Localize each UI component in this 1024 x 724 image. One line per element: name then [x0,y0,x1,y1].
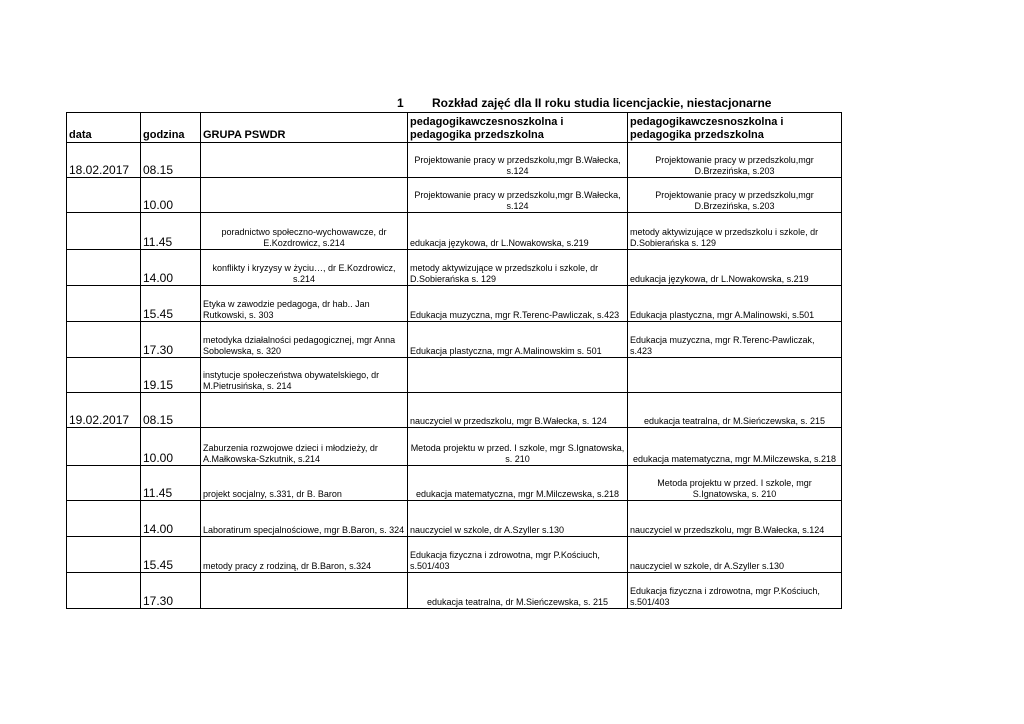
col-b-cell: Metoda projektu w przed. I szkole, mgr S.Ignatowska, s. 210 [628,466,842,501]
col-a-cell: Metoda projektu w przed. I szkole, mgr S.Ignatowska, s. 210 [408,428,628,466]
header-col-a-line2: pedagogika przedszkolna [410,129,544,141]
col-b-cell: edukacja matematyczna, mgr M.Milczewska, s.218 [628,428,842,466]
time-cell: 17.30 [141,573,201,609]
col-b-cell: edukacja teatralna, dr M.Sieńczewska, s. 215 [628,393,842,428]
table-row [67,250,842,286]
col-b-cell: nauczyciel w przedszkolu, mgr B.Wałecka, s.124 [628,501,842,537]
col-a-cell: edukacja teatralna, dr M.Sieńczewska, s. 215 [408,573,628,609]
table-row [67,358,842,393]
table-row [67,466,842,501]
date-cell [67,286,141,322]
group-cell: metodyka działalności pedagogicznej, mgr Anna Sobolewska, s. 320 [201,322,408,358]
col-b-cell: Edukacja fizyczna i zdrowotna, mgr P.Kościuch, s.501/403 [628,573,842,609]
table-row [67,322,842,358]
time-cell: 15.45 [141,286,201,322]
table-row [67,573,842,609]
date-cell [67,501,141,537]
time-cell: 14.00 [141,501,201,537]
col-b-cell: edukacja językowa, dr L.Nowakowska, s.219 [628,250,842,286]
header-row [67,113,842,143]
group-cell [201,573,408,609]
col-a-cell: nauczyciel w przedszkolu, mgr B.Wałecka, s. 124 [408,393,628,428]
date-cell [67,250,141,286]
page-number: 1 [397,96,404,110]
date-cell [67,428,141,466]
time-cell: 17.30 [141,322,201,358]
col-b-cell: Projektowanie pracy w przedszkolu,mgr D.Brzezińska, s.203 [628,178,842,213]
col-a-cell: metody aktywizujące w przedszkolu i szkole, dr D.Sobierańska s. 129 [408,250,628,286]
date-cell: 19.02.2017 [67,393,141,428]
group-cell: metody pracy z rodziną, dr B.Baron, s.324 [201,537,408,573]
table-row [67,393,842,428]
col-b-cell: Edukacja muzyczna, mgr R.Terenc-Pawliczak, s.423 [628,322,842,358]
group-cell: projekt socjalny, s.331, dr B. Baron [201,466,408,501]
date-cell: 18.02.2017 [67,143,141,178]
col-b-cell: Edukacja plastyczna, mgr A.Malinowski, s.501 [628,286,842,322]
group-cell: Laboratirum specjalnościowe, mgr B.Baron, s. 324 [201,501,408,537]
header-col-a-line1: pedagogikawczesnoszkolna i [410,116,564,128]
header-col-b-line1: pedagogikawczesnoszkolna i [630,116,784,128]
header-group: GRUPA PSWDR [201,113,408,143]
table-row [67,213,842,250]
date-cell [67,573,141,609]
col-a-cell: nauczyciel w szkole, dr A.Szyller s.130 [408,501,628,537]
col-b-cell: nauczyciel w szkole, dr A.Szyller s.130 [628,537,842,573]
group-cell: konflikty i kryzysy w życiu…, dr E.Kozdrowicz, s.214 [201,250,408,286]
table-row [67,143,842,178]
group-cell: instytucje społeczeństwa obywatelskiego, dr M.Pietrusińska, s. 214 [201,358,408,393]
time-cell: 10.00 [141,428,201,466]
col-a-cell: edukacja matematyczna, mgr M.Milczewska, s.218 [408,466,628,501]
col-b-cell [628,358,842,393]
date-cell [67,537,141,573]
group-cell: Zaburzenia rozwojowe dzieci i młodzieży, dr A.Małkowska-Szkutnik, s.214 [201,428,408,466]
date-cell [67,178,141,213]
time-cell: 08.15 [141,393,201,428]
time-cell: 14.00 [141,250,201,286]
group-cell: poradnictwo społeczno-wychowawcze, dr E.Kozdrowicz, s.214 [201,213,408,250]
date-cell [67,322,141,358]
col-a-cell [408,358,628,393]
time-cell: 11.45 [141,466,201,501]
col-a-cell: Edukacja fizyczna i zdrowotna, mgr P.Kościuch, s.501/403 [408,537,628,573]
header-col-b-line2: pedagogika przedszkolna [630,129,764,141]
schedule-table [66,112,842,609]
table-row [67,178,842,213]
date-cell [67,213,141,250]
group-cell: Etyka w zawodzie pedagoga, dr hab.. Jan Rutkowski, s. 303 [201,286,408,322]
group-cell [201,393,408,428]
col-b-cell: Projektowanie pracy w przedszkolu,mgr D.Brzezińska, s.203 [628,143,842,178]
col-a-cell: Edukacja muzyczna, mgr R.Terenc-Pawliczak, s.423 [408,286,628,322]
time-cell: 19.15 [141,358,201,393]
col-a-cell: Projektowanie pracy w przedszkolu,mgr B.Wałecka, s.124 [408,178,628,213]
header-col-b [628,113,842,143]
header-time: godzina [141,113,201,143]
col-a-cell: edukacja językowa, dr L.Nowakowska, s.219 [408,213,628,250]
header-date: data [67,113,141,143]
date-cell [67,358,141,393]
group-cell [201,143,408,178]
time-cell: 08.15 [141,143,201,178]
col-a-cell: Projektowanie pracy w przedszkolu,mgr B.Wałecka, s.124 [408,143,628,178]
col-b-cell: metody aktywizujące w przedszkolu i szkole, dr D.Sobierańska s. 129 [628,213,842,250]
time-cell: 11.45 [141,213,201,250]
header-col-a [408,113,628,143]
time-cell: 15.45 [141,537,201,573]
date-cell [67,466,141,501]
table-row [67,428,842,466]
table-row [67,286,842,322]
page-title: Rozkład zajęć dla II roku studia licencjackie, niestacjonarne [432,96,772,110]
table-row [67,501,842,537]
col-a-cell: Edukacja plastyczna, mgr A.Malinowskim s. 501 [408,322,628,358]
group-cell [201,178,408,213]
time-cell: 10.00 [141,178,201,213]
table-row [67,537,842,573]
